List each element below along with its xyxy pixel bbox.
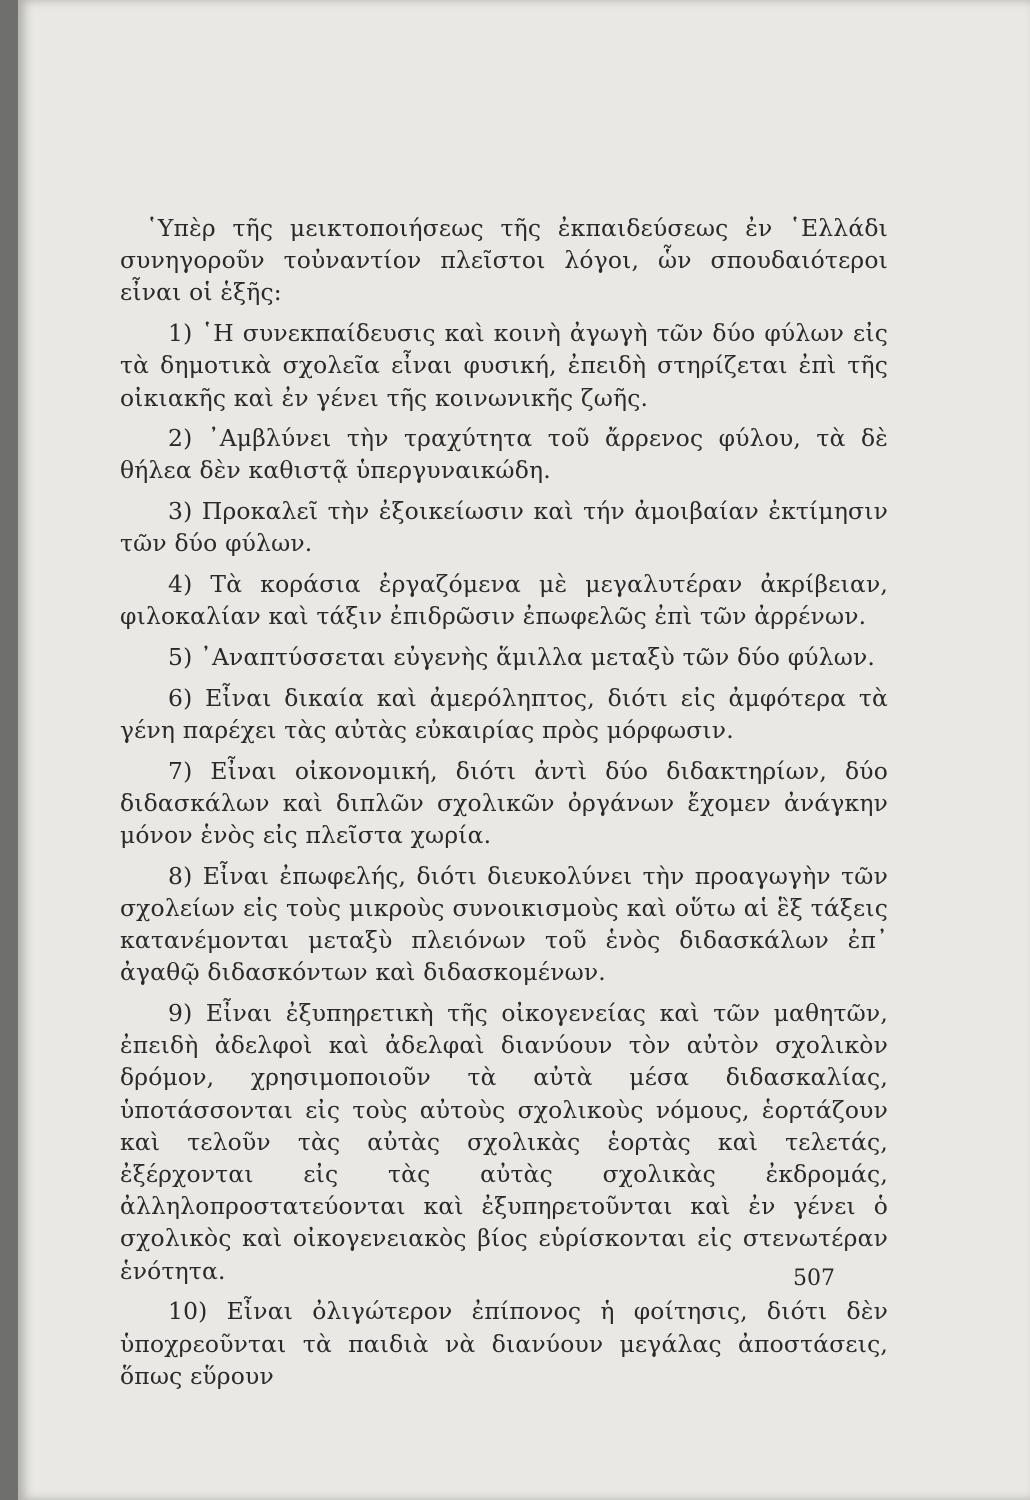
paragraph-item-6: 6) Εἶναι δικαία καὶ ἀμερόληπτος, διότι εἰς ἀμφότερα τὰ γένη παρέχει τὰς αὐτὰς εὐκαιρίας πρὸς μόρφωσιν. <box>120 683 888 744</box>
paragraph-item-7: 7) Εἶναι οἰκονομική, διότι ἀντὶ δύο διδακτηρίων, δύο διδασκάλων καὶ διπλῶν σχολικῶν ὀργάνων ἔχομεν ἀνάγκην μόνον ἑνὸς εἰς πλεῖστα χωρία. <box>120 756 888 849</box>
document-page <box>18 0 1030 1500</box>
paragraph-intro: ῾Υπὲρ τῆς μεικτοποιήσεως τῆς ἐκπαιδεύσεως ἐν ῾Ελλάδι συνηγοροῦν τοὐναντίον πλεῖστοι λόγοι, ὧν σπουδαιότεροι εἶναι οἱ ἑξῆς: <box>120 214 888 307</box>
paragraph-item-1: 1) ῾Η συνεκπαίδευσις καὶ κοινὴ ἀγωγὴ τῶν δύο φύλων εἰς τὰ δημοτικὰ σχολεῖα εἶναι φυσική, ἐπειδὴ στηρίζεται ἐπὶ τῆς οἰκιακῆς καὶ ἐν γένει τῆς κοινωνικῆς ζωῆς. <box>120 319 888 412</box>
paragraph-item-4: 4) Τὰ κοράσια ἐργαζόμενα μὲ μεγαλυτέραν ἀκρίβειαν, φιλοκαλίαν καὶ τάξιν ἐπιδρῶσιν ἐπωφελῶς ἐπὶ τῶν ἀρρένων. <box>120 570 888 631</box>
paragraph-item-5: 5) ᾽Αναπτύσσεται εὐγενὴς ἅμιλλα μεταξὺ τῶν δύο φύλων. <box>168 642 876 671</box>
paragraph-item-9: 9) Εἶναι ἐξυπηρετικὴ τῆς οἰκογενείας καὶ τῶν μαθητῶν, ἐπειδὴ ἀδελφοὶ καὶ ἀδελφαὶ διανύουν τὸν αὐτὸν σχολικὸν δρόμον, χρησιμοποιοῦν τὰ αὐτὰ μέσα διδασκαλίας, ὑποτάσσονται εἰς τοὺς αὐτοὺς σχολικοὺς νόμους, ἑορτάζουν καὶ τελοῦν τὰς αὐτὰς σχολικὰς ἑορτὰς καὶ τελετάς, ἐξέρχονται εἰς τὰς αὐτὰς σχολικὰς ἐκδρομάς, ἀλληλοπροστατεύονται καὶ ἐξυπηρετοῦνται καὶ ἐν γένει ὁ σχολικὸς καὶ οἰκογενειακὸς βίος εὑρίσκονται εἰς στενωτέραν ἑνότητα. <box>120 998 888 1285</box>
paragraph-item-3: 3) Προκαλεῖ τὴν ἐξοικείωσιν καὶ τήν ἀμοιβαίαν ἐκτίμησιν τῶν δύο φύλων. <box>120 497 888 558</box>
paragraph-item-10: 10) Εἶναι ὀλιγώτερον ἐπίπονος ἡ φοίτησις, διότι δὲν ὑποχρεοῦνται τὰ παιδιὰ νὰ διανύουν μεγάλας ἀποστάσεις, ὅπως εὕρουν <box>120 1297 888 1390</box>
paragraph-item-2: 2) ᾽Αμβλύνει τὴν τραχύτητα τοῦ ἄρρενος φύλου, τὰ δὲ θήλεα δὲν καθιστᾷ ὑπεργυναικώδη. <box>120 424 888 485</box>
paragraph-item-8: 8) Εἶναι ἐπωφελής, διότι διευκολύνει τὴν προαγωγὴν τῶν σχολείων εἰς τοὺς μικροὺς συνοικισμοὺς καὶ οὕτω αἱ ἓξ τάξεις κατανέμονται μεταξὺ πλειόνων τοῦ ἑνὸς διδασκάλων ἐπ᾽ ἀγαθῷ διδασκόντων καὶ διδασκομένων. <box>120 861 888 987</box>
body-text <box>120 212 888 1400</box>
page-number: 507 <box>793 1266 835 1291</box>
